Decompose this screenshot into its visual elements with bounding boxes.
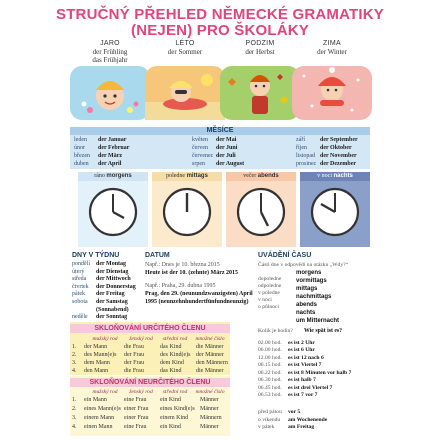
day-item: čtvrtek der Donnerstag (72, 283, 136, 290)
time-frequency: o víkendu am Wochenende (258, 416, 328, 423)
indefinite-cell: einen Mann (84, 424, 113, 430)
case-number: 2. (72, 352, 77, 358)
day-item: úterý der Dienstag (72, 268, 129, 275)
page-title: STRUČNÝ PŘEHLED NĚMECKÉ GRAMATIKY (55, 6, 384, 23)
clock-evening-icon (238, 189, 284, 235)
page-subtitle: (NEJEN) PRO ŠKOLÁKY (131, 22, 309, 39)
time-example: 06.53 hod. es ist 7 vor 7 (258, 392, 318, 398)
winter-illustration (292, 66, 372, 120)
indefinite-cell: eines Mann(e)s (84, 406, 121, 412)
time-example: 06.22 hod. es ist 8 Minuten vor halb 7 (258, 369, 352, 376)
clock-morning-icon (90, 189, 136, 235)
definite-cell: der Frau (124, 352, 145, 358)
time-frequency: v pátek am Freitag (258, 424, 315, 430)
definite-cell: die Männer (196, 368, 224, 374)
definite-cell: die Männer (196, 344, 224, 350)
season-winter-label: ZIMA der Winter (317, 40, 347, 56)
indefinite-cell: ein Kind (160, 397, 181, 403)
days-title: DNY V TÝDNU (72, 252, 120, 259)
month-item: únor der Februar (74, 145, 130, 151)
month-item: říjen der Oktober (296, 145, 352, 151)
month-item: listopad der November (296, 153, 357, 159)
season-spring-label: JARO der Frühling das Frühjahr (92, 40, 128, 64)
month-item: březen der März (74, 153, 123, 159)
case-number: 2. (72, 406, 77, 412)
case-number: 3. (72, 415, 77, 421)
daytime-noon-label: poledne mittags (152, 172, 222, 181)
daytime-evening-label: večer abends (226, 172, 296, 181)
indefinite-article-title: SKLOŇOVÁNÍ NEURČITÉHO ČLENU (70, 378, 230, 387)
definite-cell: die Frau (124, 368, 144, 374)
definite-cell: das Kind (160, 368, 182, 374)
definite-cell: der Mann (84, 344, 108, 350)
clock-noon-icon (164, 189, 210, 235)
case-number: 4. (72, 368, 77, 374)
indefinite-cell: eine Frau (124, 397, 147, 403)
day-item: neděle der Sonntag (72, 314, 128, 321)
date-example-1-german: Heute ist der 10. (zehnte) März 2015 (145, 270, 239, 276)
definite-cell: den Mann (84, 368, 109, 374)
time-question-de: Wie spät ist es? (304, 328, 343, 334)
col-header: mužský rod (92, 336, 118, 342)
time-example: 06.30 hod. es ist halb 7 (258, 377, 316, 383)
spring-illustration (70, 66, 150, 120)
definite-cell: das Kind (160, 344, 182, 350)
indefinite-cell: ein Kind (160, 424, 181, 430)
time-frequency: před pátou vor 5 (258, 409, 301, 415)
day-item: (Sonnabend) (96, 306, 129, 313)
date-title: DATUM (145, 252, 170, 259)
date-example-2-german-1: Prag, den 29. (neunundzwanzigsten) April (145, 291, 253, 297)
time-example: 06.15 hod. es ist Viertel 7 (258, 362, 322, 368)
indefinite-cell: ein Mann (84, 397, 107, 403)
definite-article-title: SKLOŇOVÁNÍ URČITÉHO ČLENU (70, 324, 230, 333)
case-number: 1. (72, 344, 77, 350)
definite-cell: dem Mann (84, 360, 110, 366)
time-example: 02.00 hod. es ist 2 Uhr (258, 340, 315, 346)
time-example: 06.45 hod. es ist drei Viertel 7 (258, 384, 333, 391)
month-item: červenec der Juli (192, 153, 236, 159)
time-parts-de: morgens vormittags mittags nachmittags abends nachts um Mitternacht (296, 270, 340, 324)
date-example-2-label: Např.: Praha, 29. dubna 1995 (145, 283, 216, 289)
definite-cell: der Frau (124, 360, 145, 366)
indefinite-cell: Männer (200, 406, 219, 412)
summer-illustration (145, 66, 225, 120)
day-item: pondělí der Montag (72, 261, 127, 267)
col-header: ženský rod (129, 336, 153, 342)
time-question-cz: Kolik je hodin? (258, 328, 293, 334)
month-item: leden der Januar (74, 137, 127, 143)
definite-cell: des Mann(e)s (84, 352, 117, 358)
col-header: množné číslo (195, 336, 225, 342)
indefinite-cell: Männer (200, 424, 219, 430)
month-item: prosinec der Dezember (296, 161, 357, 167)
time-intro: Části dne v odpovědi na otázku „Wdy?“ (258, 262, 349, 268)
month-item: červen der Juni (192, 145, 238, 151)
indefinite-cell: eines Kind(e)s (160, 406, 195, 412)
month-item: květen der Mai (192, 137, 237, 143)
definite-cell: des Kind(e)s (160, 352, 191, 358)
month-item: srpen der August (192, 161, 245, 167)
clock-night-icon (312, 189, 358, 235)
months-title: MĚSÍCE (70, 127, 370, 135)
autumn-illustration (220, 66, 300, 120)
indefinite-cell: eine Frau (124, 424, 147, 430)
col-header: množné číslo (195, 389, 225, 395)
indefinite-cell: einem Kind (160, 415, 189, 421)
time-title: UVÁDĚNÍ ČASU (258, 252, 312, 259)
case-number: 3. (72, 360, 77, 366)
indefinite-cell: einer Frau (124, 415, 149, 421)
time-example: 12.00 hod. es ist 12 nach 6 (258, 354, 324, 361)
col-header: střední rod (162, 336, 188, 342)
date-example-1-label: Např.: Dnes je 10. března 2015 (145, 262, 220, 268)
month-item: září der September (296, 137, 358, 143)
col-header: střední rod (162, 389, 188, 395)
case-number: 1. (72, 397, 77, 403)
day-item: středa der Mittwoch (72, 276, 131, 283)
daytime-clocks (78, 181, 370, 247)
time-example: 06.00 hod. es ist 6 Uhr (258, 347, 315, 353)
month-item: duben der April (74, 161, 122, 167)
definite-cell: den Männern (196, 360, 228, 366)
indefinite-cell: Männern (200, 415, 222, 421)
indefinite-cell: Männer (200, 397, 219, 403)
season-summer-label: LÉTO der Sommer (167, 40, 203, 56)
time-parts-cz: dopoledne odpoledne v poledne v noci o půlnoci (258, 276, 282, 310)
date-example-2-german-2: 1995 (neunzehnhundertfünfundneunzig) (145, 299, 249, 305)
day-item: pátek der Freitag (72, 291, 125, 298)
daytime-night-label: v noci nachts (300, 172, 370, 181)
col-header: mužský rod (92, 389, 118, 395)
day-item: sobota der Samstag (72, 299, 128, 305)
season-autumn-label: PODZIM der Herbst (245, 40, 275, 56)
case-number: 4. (72, 424, 77, 430)
indefinite-cell: einer Frau (124, 406, 149, 412)
daytime-morning-label: ráno morgens (78, 172, 148, 181)
definite-cell: die Frau (124, 344, 144, 350)
definite-cell: der Männer (196, 352, 224, 358)
col-header: ženský rod (129, 389, 153, 395)
definite-cell: dem Kind (160, 360, 184, 366)
indefinite-cell: einem Mann (84, 415, 115, 421)
